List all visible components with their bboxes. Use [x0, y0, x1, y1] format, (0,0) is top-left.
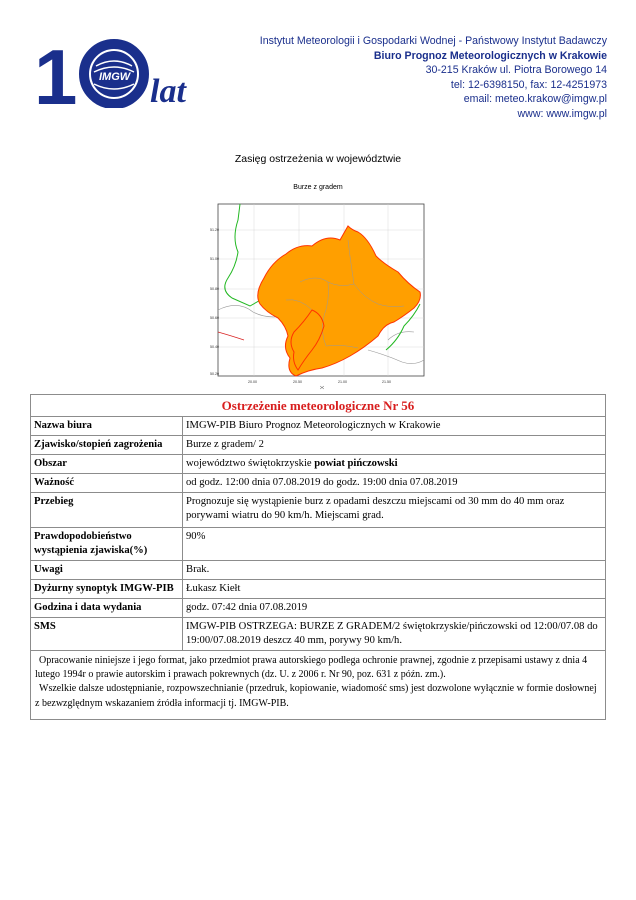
issued-value: godz. 07:42 dnia 07.08.2019 — [183, 599, 606, 618]
institute-name: Instytut Meteorologii i Gospodarki Wodnej - Państwowy Instytut Badawczy — [259, 35, 607, 47]
email: email: meteo.krakow@imgw.pl — [463, 93, 607, 106]
lat-label-1: 51.20 — [210, 228, 219, 232]
validity-value: od godz. 12:00 dnia 07.08.2019 do godz. 19:00 dnia 07.08.2019 — [183, 474, 606, 493]
lon-label-4: 21.50 — [382, 380, 391, 384]
warning-title: Ostrzeżenie meteorologiczne Nr 56 — [31, 395, 606, 417]
phenomenon-label: Zjawisko/stopień zagrożenia — [31, 436, 183, 455]
copyright-paragraph-2: Wszelkie dalsze udostępnianie, rozpowszechnianie (przedruk, kopiowanie, wiadomość sms) jest dozwolone wyłącznie w formie dosłownej z bezwzględnym wskazaniem źródła informacji tj. IMGW-PIB. — [35, 683, 597, 709]
office-label: Nazwa biura — [31, 417, 183, 436]
remarks-label: Uwagi — [31, 561, 183, 580]
table-row — [31, 618, 606, 651]
bureau-name: Biuro Prognoz Meteorologicznych w Krakowie — [373, 49, 607, 62]
logo-imgw-text: IMGW — [99, 71, 131, 83]
remarks-value: Brak. — [183, 561, 606, 580]
table-row — [31, 493, 606, 528]
sms-label: SMS — [31, 618, 183, 651]
sms-value: IMGW-PIB OSTRZEGA: BURZE Z GRADEM/2 świętokrzyskie/pińczowski od 12:00/07.08 do 19:00/07.08.2019 deszcz 40 mm, porywy 90 km/h. — [183, 618, 606, 651]
lat-label-6: 50.20 — [210, 372, 219, 376]
logo-lat-text: lat — [150, 73, 186, 108]
probability-label: Prawdopodobieństwo wystąpienia zjawiska(%) — [31, 528, 183, 561]
map-title: Zasięg ostrzeżenia w województwie — [234, 153, 402, 165]
course-label: Przebieg — [31, 493, 183, 528]
lat-label-5: 50.40 — [210, 345, 219, 349]
table-row — [31, 436, 606, 455]
lat-label-4: 50.60 — [210, 316, 219, 320]
address: 30-215 Kraków ul. Piotra Borowego 14 — [425, 64, 607, 77]
table-row — [31, 528, 606, 561]
lat-label-2: 51.00 — [210, 257, 219, 261]
copyright-notice — [31, 651, 606, 720]
map-subtitle: Burze z gradem — [293, 184, 343, 191]
table-row — [31, 561, 606, 580]
website: www: www.imgw.pl — [517, 107, 607, 120]
imgw-100-lat-logo — [34, 38, 194, 108]
issued-label: Godzina i data wydania — [31, 599, 183, 618]
table-row — [31, 417, 606, 436]
axis-marker-icon — [320, 386, 324, 389]
lon-label-3: 21.00 — [338, 380, 347, 384]
table-row — [31, 455, 606, 474]
institute-header — [260, 34, 607, 122]
table-row — [31, 474, 606, 493]
validity-label: Ważność — [31, 474, 183, 493]
warning-table — [30, 394, 606, 720]
forecaster-label: Dyżurny synoptyk IMGW-PIB — [31, 580, 183, 599]
warning-map — [208, 200, 436, 390]
course-value: Prognozuje się wystąpienie burz z opadami deszczu miejscami od 30 mm do 40 mm oraz porywami wiatru do 90 km/h. Miejscami grad. — [183, 493, 606, 528]
area-voivodeship: województwo świętokrzyskie — [186, 458, 315, 469]
area-label: Obszar — [31, 455, 183, 474]
lat-label-3: 50.80 — [210, 287, 219, 291]
lon-label-2: 20.50 — [293, 380, 302, 384]
phone-fax: tel: 12-6398150, fax: 12-4251973 — [450, 78, 607, 91]
copyright-paragraph-1: Opracowanie niniejsze i jego format, jako przedmiot prawa autorskiego podlega ochronie prawnej, zgodnie z przepisami ustawy z dnia 4 lutego 1994r o prawie autorskim i prawach pokrewnych (dz. U. z 2006 r. Nr 90, poz. 631 z późn. zm.). — [35, 655, 588, 681]
phenomenon-value: Burze z gradem/ 2 — [183, 436, 606, 455]
logo-digit-1: 1 — [34, 38, 78, 108]
table-row — [31, 580, 606, 599]
table-row — [31, 599, 606, 618]
forecaster-value: Łukasz Kiełt — [183, 580, 606, 599]
lon-label-1: 20.00 — [248, 380, 257, 384]
area-value — [183, 455, 606, 474]
office-value: IMGW-PIB Biuro Prognoz Meteorologicznych w Krakowie — [183, 417, 606, 436]
area-county: powiat pińczowski — [314, 458, 398, 469]
probability-value: 90% — [183, 528, 606, 561]
